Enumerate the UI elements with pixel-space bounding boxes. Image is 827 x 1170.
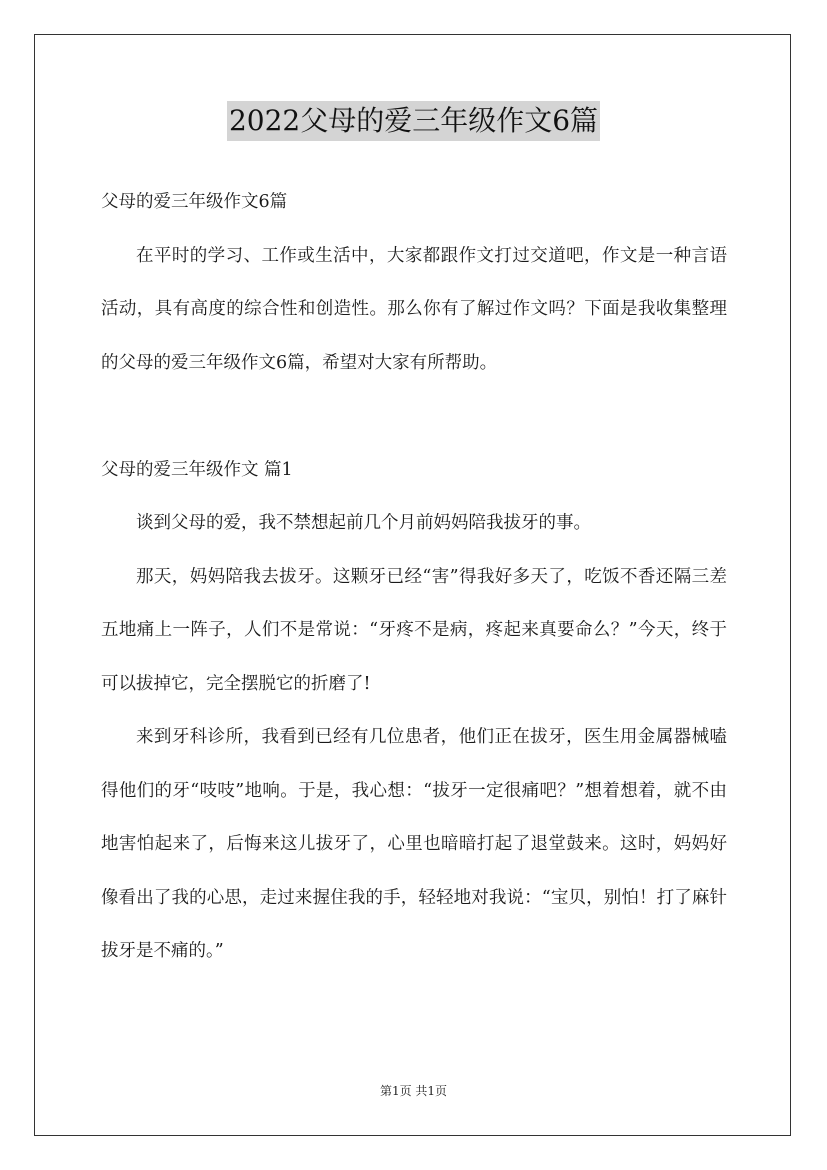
- section-spacer: [101, 390, 727, 444]
- section-1-paragraph-3: 来到牙科诊所，我看到已经有几位患者，他们正在拔牙，医生用金属器械嗑得他们的牙“吱吱”地响。于是，我心想：“拔牙一定很痛吧？”想着想着，就不由地害怕起来了，后悔来这儿拔牙了，心里也暗暗打起了退堂鼓来。这时，妈妈好像看出了我的心思，走过来握住我的手，轻轻地对我说：“宝贝，别怕！打了麻针拔牙是不痛的。”: [101, 727, 727, 961]
- page-footer: [0, 1082, 827, 1100]
- intro-heading: 父母的爱三年级作文6篇: [101, 192, 288, 212]
- section-1-paragraph-2: 那天，妈妈陪我去拔牙。这颗牙已经“害”得我好多天了，吃饭不香还隔三差五地痛上一阵子，人们不是常说：“牙疼不是病，疼起来真要命么？”今天，终于可以拔掉它，完全摆脱它的折磨了!: [101, 566, 727, 694]
- intro-paragraph: 在平时的学习、工作或生活中，大家都跟作文打过交道吧，作文是一种言语活动，具有高度的综合性和创造性。那么你有了解过作文吗？下面是我收集整理的父母的爱三年级作文6篇，希望对大家有所帮助。: [101, 245, 727, 373]
- section-1-paragraph-1: 谈到父母的爱，我不禁想起前几个月前妈妈陪我拔牙的事。: [136, 513, 591, 533]
- page-number-label: 第1页 共1页: [379, 1084, 448, 1098]
- document-title: 2022父母的爱三年级作文6篇: [227, 101, 600, 141]
- section-1-heading: 父母的爱三年级作文 篇1: [101, 459, 293, 480]
- document-body: [101, 176, 727, 979]
- title-wrap: [0, 101, 827, 141]
